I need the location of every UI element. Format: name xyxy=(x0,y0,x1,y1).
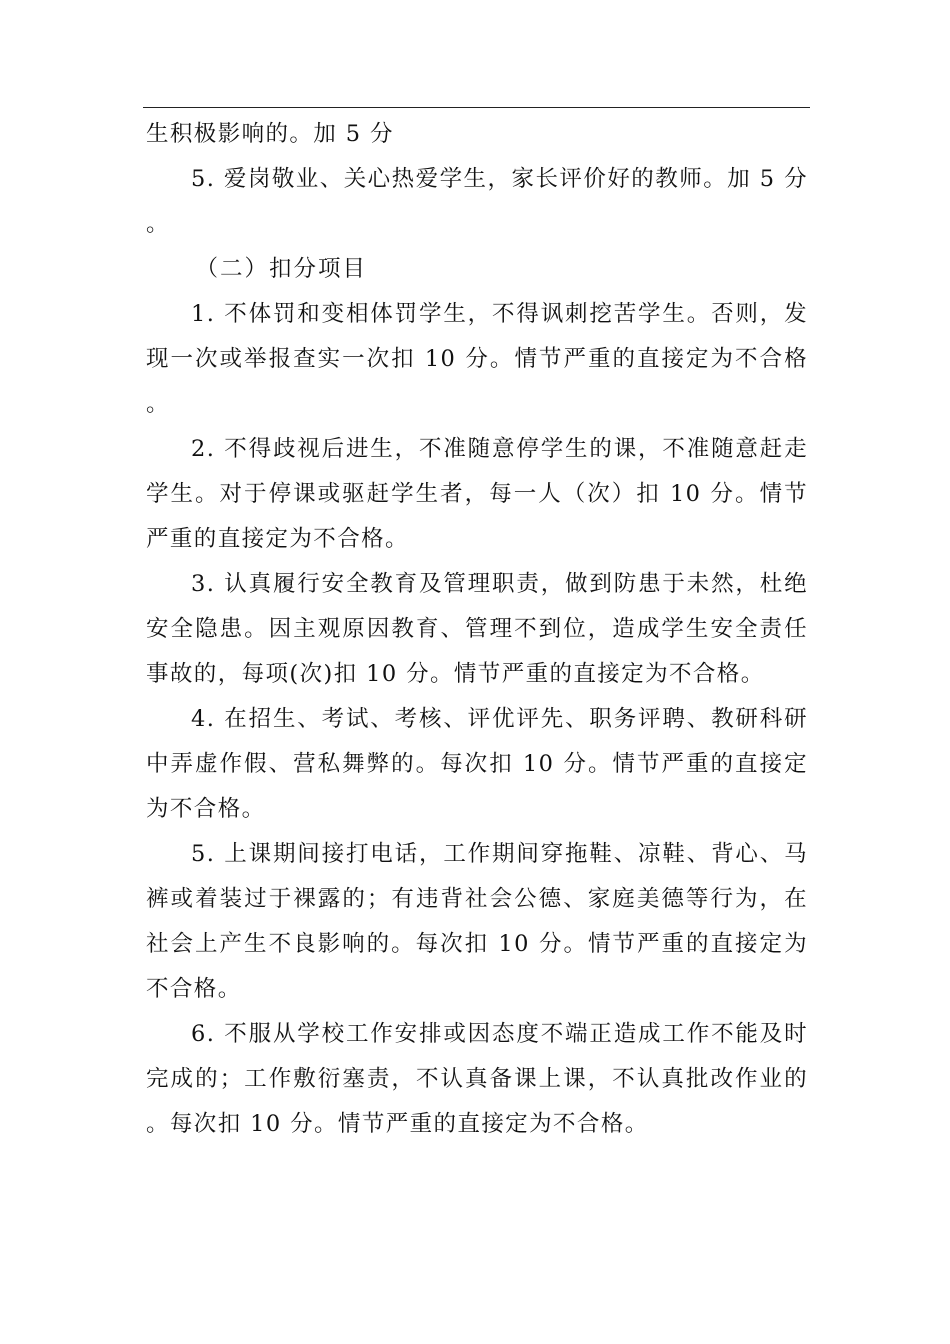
paragraph-deduction-item-1: 1. 不体罚和变相体罚学生，不得讽刺挖苦学生。否则，发现一次或举报查实一次扣 10 分。情节严重的直接定为不合格。 xyxy=(146,301,808,417)
paragraph-deduction-item-5: 5. 上课期间接打电话，工作期间穿拖鞋、凉鞋、背心、马裤或着装过于裸露的；有违背社会公德、家庭美德等行为，在社会上产生不良影响的。每次扣 10 分。情节严重的直接定为不合格。 xyxy=(146,841,808,1002)
paragraph-deduction-item-2: 2. 不得歧视后进生，不准随意停学生的课，不准随意赶走学生。对于停课或驱赶学生者，每一人（次）扣 10 分。情节严重的直接定为不合格。 xyxy=(146,436,808,552)
paragraph-deduction-item-3: 3. 认真履行安全教育及管理职责，做到防患于未然，杜绝安全隐患。因主观原因教育、管理不到位，造成学生安全责任事故的，每项(次)扣 10 分。情节严重的直接定为不合格。 xyxy=(146,571,808,687)
section-heading: （二）扣分项目 xyxy=(195,256,368,282)
document-body xyxy=(146,112,808,1147)
paragraph-bonus-item-5: 5. 爱岗敬业、关心热爱学生，家长评价好的教师。加 5 分。 xyxy=(146,166,808,237)
header-rule xyxy=(143,107,810,108)
paragraph-continuation: 生积极影响的。加 5 分 xyxy=(146,121,394,147)
paragraph-deduction-item-6: 6. 不服从学校工作安排或因态度不端正造成工作不能及时完成的；工作敷衍塞责，不认真备课上课，不认真批改作业的。每次扣 10 分。情节严重的直接定为不合格。 xyxy=(146,1021,808,1137)
paragraph-deduction-item-4: 4. 在招生、考试、考核、评优评先、职务评聘、教研科研中弄虚作假、营私舞弊的。每次扣 10 分。情节严重的直接定为不合格。 xyxy=(146,706,808,822)
